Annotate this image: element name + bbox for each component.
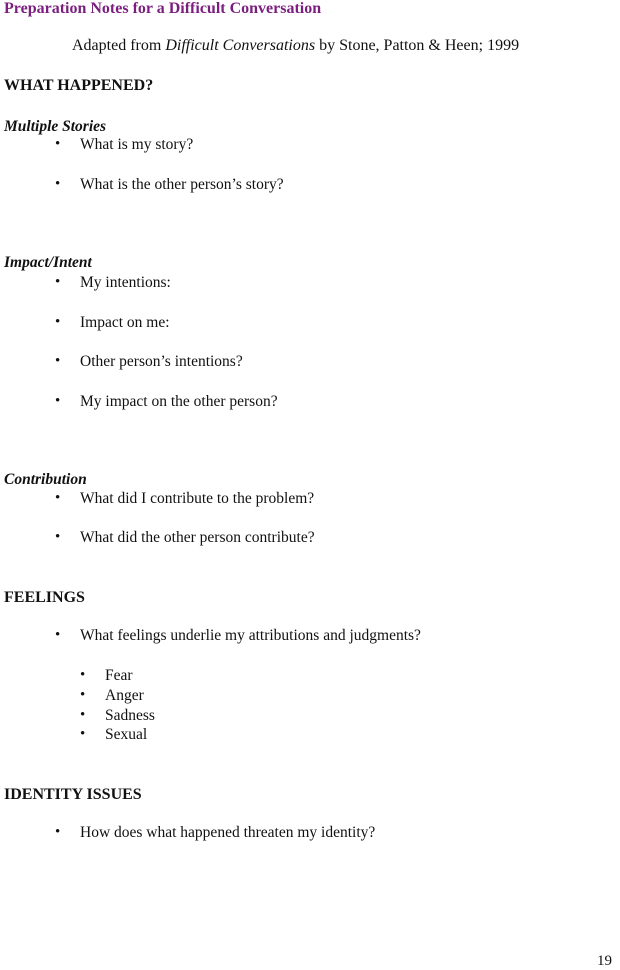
subheading-contribution: Contribution bbox=[4, 471, 87, 488]
attribution-book-title: Difficult Conversations bbox=[165, 37, 316, 54]
bullet-icon: • bbox=[55, 393, 61, 409]
bullet-icon: • bbox=[55, 529, 61, 545]
document-title: Preparation Notes for a Difficult Conversation bbox=[4, 0, 322, 17]
attribution-prefix: Adapted from bbox=[72, 37, 166, 54]
section-heading-identity-issues: IDENTITY ISSUES bbox=[4, 786, 142, 803]
bullet-icon: • bbox=[80, 707, 86, 723]
bullet-icon: • bbox=[80, 667, 86, 683]
subheading-multiple-stories: Multiple Stories bbox=[4, 118, 107, 135]
page-number: 19 bbox=[597, 953, 612, 969]
attribution-suffix: by Stone, Patton & Heen; 1999 bbox=[315, 37, 520, 54]
bullet-icon: • bbox=[55, 274, 61, 290]
bullet-icon: • bbox=[55, 627, 61, 643]
section-heading-feelings: FEELINGS bbox=[4, 589, 85, 606]
bullet-icon: • bbox=[55, 176, 61, 192]
bullet-icon: • bbox=[55, 136, 61, 152]
section-heading-what-happened: WHAT HAPPENED? bbox=[4, 77, 154, 94]
attribution-line bbox=[72, 37, 519, 55]
bullet-icon: • bbox=[55, 314, 61, 330]
subheading-impact-intent: Impact/Intent bbox=[4, 254, 92, 271]
bullet-icon: • bbox=[55, 490, 61, 506]
bullet-icon: • bbox=[55, 824, 61, 840]
bullet-icon: • bbox=[80, 726, 86, 742]
bullet-icon: • bbox=[80, 687, 86, 703]
bullet-icon: • bbox=[55, 353, 61, 369]
